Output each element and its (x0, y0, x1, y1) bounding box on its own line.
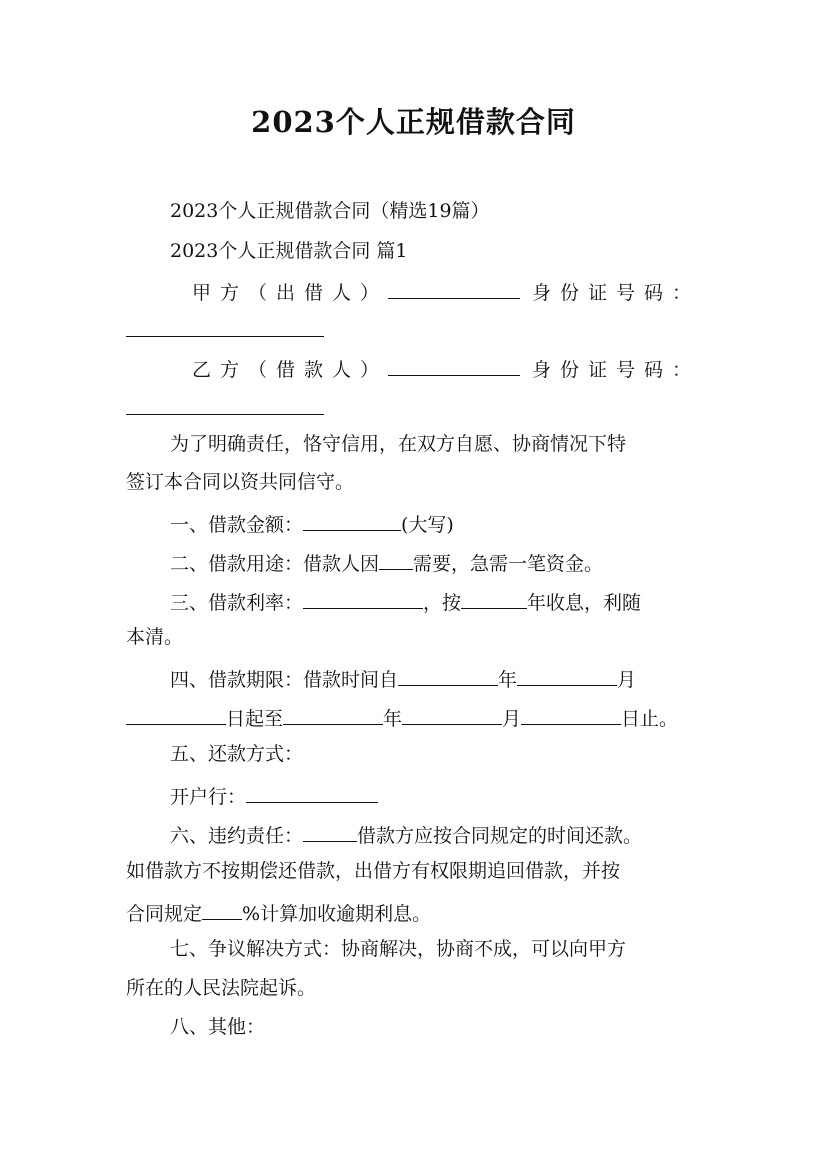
intro-line-1: 为了明确责任，恪守信用，在双方自愿、协商情况下特 (170, 433, 627, 455)
item-1-suffix: (大写) (401, 514, 454, 536)
period-blank (461, 590, 527, 609)
item-5-repayment: 五、还款方式： (170, 743, 304, 765)
party-a-label: 甲方（出借人） (192, 282, 389, 304)
party-b-name-blank (388, 357, 520, 376)
liability-blank (303, 823, 357, 842)
end-year-blank (283, 706, 383, 725)
item-3-interest-rate (170, 590, 641, 613)
end-day-blank (521, 706, 621, 725)
item-8-other: 八、其他： (170, 1016, 266, 1038)
purpose-blank (379, 551, 413, 570)
item-6-line-3-prefix: 合同规定 (126, 903, 203, 925)
party-a-id-blank (126, 318, 324, 337)
bank-line (170, 784, 378, 807)
item-3-mid: ，按 (423, 592, 462, 614)
item-1-label: 一、借款金额： (170, 514, 304, 536)
item-4-line-2 (126, 706, 678, 729)
section-heading: 2023个人正规借款合同 篇1 (170, 240, 408, 262)
item-3-suffix: 年收息，利随 (527, 592, 642, 614)
item-6-line-2: 如借款方不按期偿还借款，出借方有权限期追回借款，并按 (126, 860, 621, 882)
intro-line-2: 签订本合同以资共同信守。 (126, 471, 355, 493)
item-6-prefix: 六、违约责任： (170, 825, 304, 847)
item-1-loan-amount (170, 512, 454, 535)
document-title: 2023个人正规借款合同 (251, 105, 576, 139)
party-a-id-label: 身份证号码： (532, 282, 701, 304)
item-4-end: 日止。 (621, 708, 679, 730)
item-7-dispute-line-2: 所在的人民法院起诉。 (126, 977, 317, 999)
item-4-loan-term (170, 667, 636, 690)
party-a-name-blank (388, 280, 520, 299)
bank-label: 开户行： (170, 786, 247, 808)
start-day-blank (126, 706, 226, 725)
party-b-id-blank-line (126, 396, 324, 419)
month-label: 月 (617, 669, 637, 691)
item-2-loan-purpose (170, 551, 603, 574)
bank-blank (246, 784, 378, 803)
rate-blank (303, 590, 423, 609)
party-a-id-blank-line (126, 318, 324, 341)
end-month-blank (402, 706, 502, 725)
item-4-prefix: 四、借款期限：借款时间自 (170, 669, 399, 691)
item-3-line-2: 本清。 (126, 626, 184, 648)
item-4-mid: 日起至 (226, 708, 284, 730)
start-year-blank (398, 667, 498, 686)
item-6-line-3 (126, 901, 431, 924)
party-b-line (192, 357, 700, 380)
item-6-liability (170, 823, 642, 846)
amount-blank (303, 512, 401, 531)
party-b-label: 乙方（借款人） (192, 359, 389, 381)
party-a-line (192, 280, 700, 303)
item-6-suffix: 借款方应按合同规定的时间还款。 (357, 825, 643, 847)
party-b-id-blank (126, 396, 324, 415)
month-label: 月 (502, 708, 522, 730)
overdue-rate-blank (202, 901, 242, 920)
subtitle: 2023个人正规借款合同（精选19篇） (170, 200, 490, 222)
party-b-id-label: 身份证号码： (532, 359, 701, 381)
item-3-prefix: 三、借款利率： (170, 592, 304, 614)
item-2-suffix: 需要，急需一笔资金。 (413, 553, 604, 575)
year-label: 年 (498, 669, 518, 691)
item-2-prefix: 二、借款用途：借款人因 (170, 553, 380, 575)
year-label: 年 (383, 708, 403, 730)
start-month-blank (517, 667, 617, 686)
item-7-dispute-line-1: 七、争议解决方式：协商解决，协商不成，可以向甲方 (170, 938, 627, 960)
item-6-line-3-suffix: %计算加收逾期利息。 (242, 903, 432, 925)
